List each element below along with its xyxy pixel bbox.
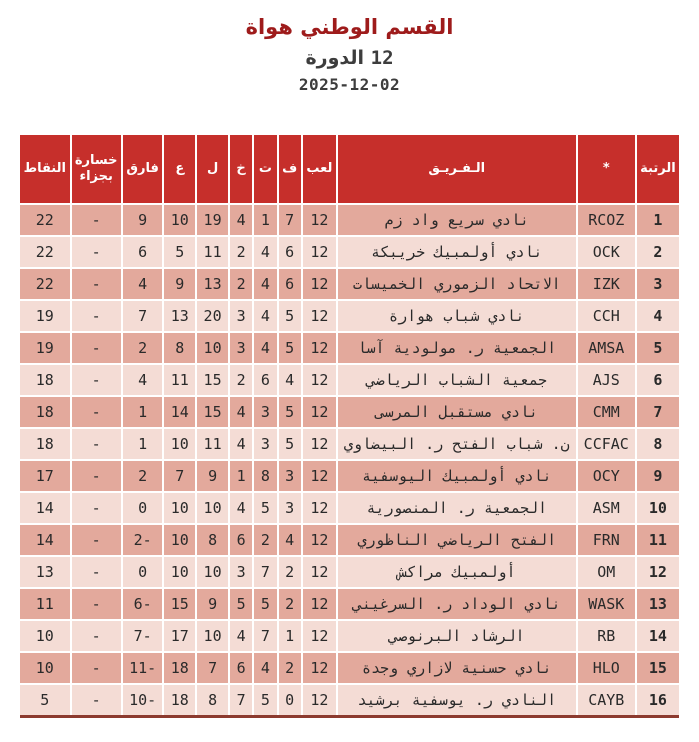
cell-points: 13	[20, 556, 71, 588]
cell-points: 5	[20, 684, 71, 717]
cell-drawn: 1	[253, 204, 277, 236]
cell-gf: 10	[196, 492, 229, 524]
cell-abbr: AJS	[577, 364, 636, 396]
table-row[interactable]	[20, 620, 679, 652]
column-header-goals-for[interactable]: ل	[196, 134, 229, 204]
cell-rank: 10	[636, 492, 679, 524]
cell-drawn: 6	[253, 364, 277, 396]
cell-ga: 10	[163, 524, 196, 556]
cell-rank: 4	[636, 300, 679, 332]
cell-team: نادي أولمبيك اليوسفية	[337, 460, 577, 492]
cell-pen: -	[71, 204, 122, 236]
cell-pen: -	[71, 268, 122, 300]
cell-lost: 1	[229, 460, 253, 492]
cell-played: 12	[302, 268, 337, 300]
cell-ga: 10	[163, 556, 196, 588]
cell-points: 19	[20, 332, 71, 364]
cell-played: 12	[302, 236, 337, 268]
standings-table	[20, 133, 679, 718]
cell-ga: 9	[163, 268, 196, 300]
cell-diff: 1	[122, 396, 164, 428]
cell-diff: 6	[122, 236, 164, 268]
cell-points: 18	[20, 364, 71, 396]
column-header-penalty-loss[interactable]: خسارة بجزاء	[71, 134, 122, 204]
table-row[interactable]	[20, 460, 679, 492]
cell-drawn: 3	[253, 428, 277, 460]
cell-played: 12	[302, 652, 337, 684]
cell-team: النادي ر. يوسفية برشيد	[337, 684, 577, 717]
cell-lost: 4	[229, 492, 253, 524]
cell-pen: -	[71, 588, 122, 620]
cell-abbr: RB	[577, 620, 636, 652]
cell-played: 12	[302, 364, 337, 396]
cell-rank: 11	[636, 524, 679, 556]
cell-played: 12	[302, 524, 337, 556]
cell-gf: 11	[196, 428, 229, 460]
cell-diff: 1	[122, 428, 164, 460]
cell-ga: 10	[163, 492, 196, 524]
cell-lost: 4	[229, 620, 253, 652]
cell-team: نادي حسنية لازاري وجدة	[337, 652, 577, 684]
table-row[interactable]	[20, 396, 679, 428]
cell-won: 6	[278, 268, 302, 300]
cell-won: 3	[278, 460, 302, 492]
cell-lost: 5	[229, 588, 253, 620]
cell-pen: -	[71, 364, 122, 396]
cell-won: 5	[278, 428, 302, 460]
cell-won: 6	[278, 236, 302, 268]
table-row[interactable]	[20, 492, 679, 524]
page-title: القسم الوطني هواة	[245, 15, 454, 39]
cell-won: 2	[278, 556, 302, 588]
cell-drawn: 4	[253, 268, 277, 300]
standings-table-container	[20, 133, 679, 718]
table-row[interactable]	[20, 268, 679, 300]
cell-pen: -	[71, 556, 122, 588]
cell-gf: 10	[196, 556, 229, 588]
cell-gf: 9	[196, 588, 229, 620]
cell-won: 2	[278, 652, 302, 684]
cell-rank: 15	[636, 652, 679, 684]
cell-diff: 0	[122, 492, 164, 524]
cell-lost: 4	[229, 428, 253, 460]
cell-gf: 10	[196, 620, 229, 652]
cell-rank: 7	[636, 396, 679, 428]
cell-abbr: HLO	[577, 652, 636, 684]
cell-gf: 20	[196, 300, 229, 332]
cell-ga: 18	[163, 684, 196, 717]
cell-points: 18	[20, 396, 71, 428]
cell-drawn: 4	[253, 236, 277, 268]
cell-drawn: 7	[253, 556, 277, 588]
cell-won: 5	[278, 332, 302, 364]
cell-rank: 6	[636, 364, 679, 396]
cell-played: 12	[302, 684, 337, 717]
cell-team: الجمعية ر. مولودية آسا	[337, 332, 577, 364]
cell-drawn: 7	[253, 620, 277, 652]
column-header-points[interactable]: النقاط	[20, 134, 71, 204]
cell-lost: 3	[229, 332, 253, 364]
cell-abbr: CAYB	[577, 684, 636, 717]
cell-lost: 6	[229, 524, 253, 556]
cell-pen: -	[71, 492, 122, 524]
cell-diff: 4	[122, 364, 164, 396]
table-row[interactable]	[20, 364, 679, 396]
cell-points: 10	[20, 652, 71, 684]
cell-gf: 7	[196, 652, 229, 684]
cell-team: الجمعية ر. المنصورية	[337, 492, 577, 524]
cell-won: 7	[278, 204, 302, 236]
cell-won: 4	[278, 524, 302, 556]
cell-ga: 5	[163, 236, 196, 268]
cell-rank: 2	[636, 236, 679, 268]
cell-points: 22	[20, 236, 71, 268]
table-row[interactable]	[20, 332, 679, 364]
cell-diff: 0	[122, 556, 164, 588]
cell-lost: 3	[229, 300, 253, 332]
cell-pen: -	[71, 428, 122, 460]
cell-lost: 4	[229, 204, 253, 236]
column-header-abbr[interactable]: *	[577, 134, 636, 204]
standings-date: 2025-12-02	[298, 75, 401, 95]
cell-ga: 15	[163, 588, 196, 620]
cell-played: 12	[302, 556, 337, 588]
cell-lost: 2	[229, 268, 253, 300]
cell-played: 12	[302, 588, 337, 620]
cell-abbr: RCOZ	[577, 204, 636, 236]
table-header-row	[20, 134, 679, 204]
cell-abbr: CMM	[577, 396, 636, 428]
table-row[interactable]	[20, 652, 679, 684]
cell-team: نادي مستقبل المرسى	[337, 396, 577, 428]
cell-points: 22	[20, 268, 71, 300]
cell-won: 3	[278, 492, 302, 524]
cell-team: أولمبيك مراكش	[337, 556, 577, 588]
cell-abbr: AMSA	[577, 332, 636, 364]
cell-won: 5	[278, 300, 302, 332]
cell-won: 2	[278, 588, 302, 620]
cell-pen: -	[71, 460, 122, 492]
cell-rank: 1	[636, 204, 679, 236]
cell-drawn: 5	[253, 492, 277, 524]
cell-rank: 12	[636, 556, 679, 588]
cell-lost: 2	[229, 364, 253, 396]
table-row[interactable]	[20, 204, 679, 236]
cell-lost: 4	[229, 396, 253, 428]
cell-drawn: 4	[253, 332, 277, 364]
cell-lost: 7	[229, 684, 253, 717]
cell-diff: -7	[122, 620, 164, 652]
cell-diff: -2	[122, 524, 164, 556]
table-row[interactable]	[20, 236, 679, 268]
cell-rank: 8	[636, 428, 679, 460]
cell-team: الاتحاد الزموري الخميسات	[337, 268, 577, 300]
cell-diff: 4	[122, 268, 164, 300]
column-header-team[interactable]: الـفـريـق	[337, 134, 577, 204]
cell-pen: -	[71, 332, 122, 364]
cell-ga: 7	[163, 460, 196, 492]
cell-drawn: 5	[253, 588, 277, 620]
cell-abbr: OM	[577, 556, 636, 588]
standings-table-body	[20, 204, 679, 717]
cell-rank: 9	[636, 460, 679, 492]
cell-drawn: 2	[253, 524, 277, 556]
cell-abbr: FRN	[577, 524, 636, 556]
cell-played: 12	[302, 300, 337, 332]
cell-ga: 18	[163, 652, 196, 684]
column-header-won[interactable]: ف	[278, 134, 302, 204]
column-header-goals-against[interactable]: ع	[163, 134, 196, 204]
column-header-lost[interactable]: خ	[229, 134, 253, 204]
cell-ga: 14	[163, 396, 196, 428]
cell-played: 12	[302, 620, 337, 652]
table-row[interactable]	[20, 684, 679, 717]
cell-gf: 15	[196, 396, 229, 428]
column-header-rank[interactable]: الرتبة	[636, 134, 679, 204]
round-number: 12	[370, 47, 394, 70]
cell-diff: -6	[122, 588, 164, 620]
cell-points: 14	[20, 492, 71, 524]
table-row[interactable]	[20, 556, 679, 588]
cell-won: 4	[278, 364, 302, 396]
cell-drawn: 8	[253, 460, 277, 492]
cell-points: 17	[20, 460, 71, 492]
cell-lost: 2	[229, 236, 253, 268]
cell-rank: 13	[636, 588, 679, 620]
cell-gf: 19	[196, 204, 229, 236]
cell-team: الفتح الرياضي الناظوري	[337, 524, 577, 556]
table-row[interactable]	[20, 300, 679, 332]
cell-diff: 9	[122, 204, 164, 236]
cell-gf: 9	[196, 460, 229, 492]
cell-played: 12	[302, 204, 337, 236]
cell-team: نادي الوداد ر. السرغيني	[337, 588, 577, 620]
cell-diff: 2	[122, 332, 164, 364]
cell-pen: -	[71, 652, 122, 684]
table-row[interactable]	[20, 588, 679, 620]
cell-gf: 13	[196, 268, 229, 300]
cell-diff: -11	[122, 652, 164, 684]
cell-gf: 10	[196, 332, 229, 364]
cell-rank: 14	[636, 620, 679, 652]
column-header-played[interactable]: لعب	[302, 134, 337, 204]
cell-points: 22	[20, 204, 71, 236]
column-header-drawn[interactable]: ت	[253, 134, 277, 204]
cell-abbr: IZK	[577, 268, 636, 300]
cell-abbr: WASK	[577, 588, 636, 620]
column-header-goal-diff[interactable]: فارق	[122, 134, 164, 204]
cell-abbr: ASM	[577, 492, 636, 524]
cell-lost: 3	[229, 556, 253, 588]
cell-diff: -10	[122, 684, 164, 717]
cell-won: 5	[278, 396, 302, 428]
cell-rank: 3	[636, 268, 679, 300]
cell-team: نادي أولمبيك خريبكة	[337, 236, 577, 268]
cell-played: 12	[302, 428, 337, 460]
table-row[interactable]	[20, 428, 679, 460]
cell-team: الرشاد البرنوصي	[337, 620, 577, 652]
cell-won: 1	[278, 620, 302, 652]
cell-played: 12	[302, 396, 337, 428]
cell-ga: 8	[163, 332, 196, 364]
cell-rank: 16	[636, 684, 679, 717]
cell-played: 12	[302, 492, 337, 524]
cell-team: نادي سريع واد زم	[337, 204, 577, 236]
cell-gf: 15	[196, 364, 229, 396]
round-subtitle	[0, 47, 699, 69]
round-label: الدورة	[305, 47, 365, 70]
cell-team: جمعية الشباب الرياضي	[337, 364, 577, 396]
cell-pen: -	[71, 396, 122, 428]
cell-ga: 10	[163, 428, 196, 460]
table-row[interactable]	[20, 524, 679, 556]
cell-drawn: 4	[253, 652, 277, 684]
cell-gf: 8	[196, 684, 229, 717]
cell-team: نادي شباب هوارة	[337, 300, 577, 332]
cell-diff: 7	[122, 300, 164, 332]
cell-rank: 5	[636, 332, 679, 364]
cell-played: 12	[302, 332, 337, 364]
cell-points: 11	[20, 588, 71, 620]
cell-pen: -	[71, 236, 122, 268]
cell-drawn: 4	[253, 300, 277, 332]
cell-abbr: CCH	[577, 300, 636, 332]
cell-team: ن. شباب الفتح ر. البيضاوي	[337, 428, 577, 460]
cell-gf: 8	[196, 524, 229, 556]
cell-ga: 17	[163, 620, 196, 652]
cell-pen: -	[71, 684, 122, 717]
cell-points: 14	[20, 524, 71, 556]
cell-points: 19	[20, 300, 71, 332]
cell-ga: 10	[163, 204, 196, 236]
cell-lost: 6	[229, 652, 253, 684]
cell-gf: 11	[196, 236, 229, 268]
page-header	[0, 0, 699, 94]
cell-ga: 13	[163, 300, 196, 332]
cell-abbr: OCK	[577, 236, 636, 268]
cell-won: 0	[278, 684, 302, 717]
cell-pen: -	[71, 524, 122, 556]
cell-pen: -	[71, 620, 122, 652]
cell-points: 18	[20, 428, 71, 460]
cell-drawn: 3	[253, 396, 277, 428]
cell-diff: 2	[122, 460, 164, 492]
cell-drawn: 5	[253, 684, 277, 717]
cell-abbr: OCY	[577, 460, 636, 492]
cell-pen: -	[71, 300, 122, 332]
cell-played: 12	[302, 460, 337, 492]
cell-abbr: CCFAC	[577, 428, 636, 460]
cell-points: 10	[20, 620, 71, 652]
cell-ga: 11	[163, 364, 196, 396]
